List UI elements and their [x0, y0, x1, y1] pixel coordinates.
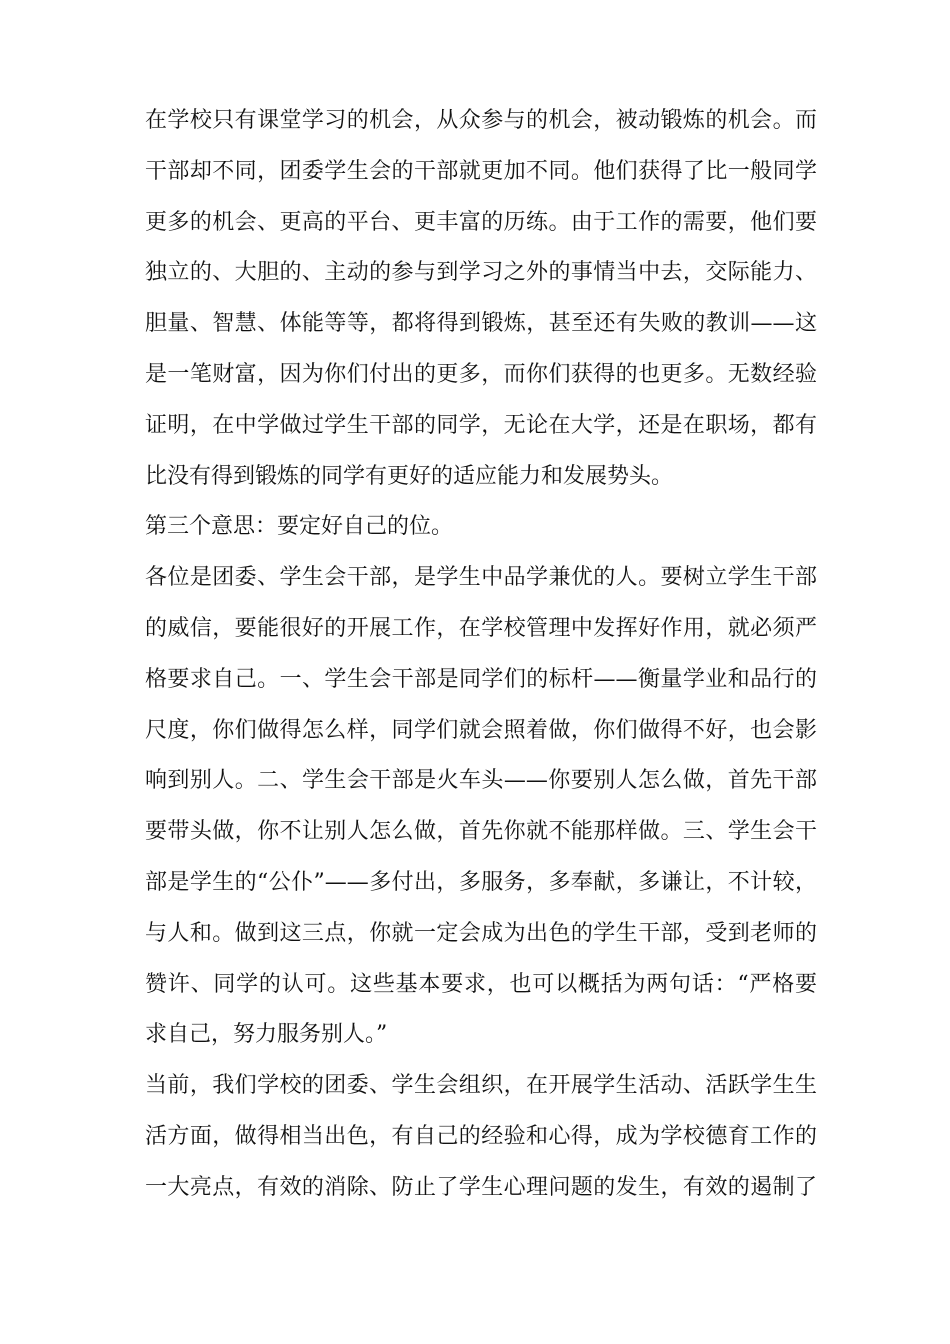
- text-line: 部是学生的“公仆”——多付出，多服务，多奉献，多谦让，不计较，: [145, 869, 817, 895]
- text-line: 是一笔财富，因为你们付出的更多，而你们获得的也更多。无数经验: [145, 361, 817, 387]
- text-line: 活方面，做得相当出色，有自己的经验和心得，成为学校德育工作的: [145, 1123, 817, 1149]
- text-line: 当前，我们学校的团委、学生会组织，在开展学生活动、活跃学生生: [145, 1073, 817, 1099]
- document-body: [145, 96, 817, 1214]
- text-line: 胆量、智慧、体能等等，都将得到锻炼，甚至还有失败的教训——这: [145, 311, 817, 337]
- text-line: 与人和。做到这三点，你就一定会成为出色的学生干部，受到老师的: [145, 920, 817, 946]
- text-line: 比没有得到锻炼的同学有更好的适应能力和发展势头。: [145, 463, 674, 489]
- text-line: 格要求自己。一、学生会干部是同学们的标杆——衡量学业和品行的: [145, 666, 817, 692]
- text-line: 第三个意思：要定好自己的位。: [145, 514, 454, 540]
- text-line: 干部却不同，团委学生会的干部就更加不同。他们获得了比一般同学: [145, 158, 817, 184]
- text-line: 一大亮点，有效的消除、防止了学生心理问题的发生，有效的遏制了: [145, 1174, 817, 1200]
- text-line: 证明，在中学做过学生干部的同学，无论在大学，还是在职场，都有: [145, 412, 817, 438]
- text-line: 独立的、大胆的、主动的参与到学习之外的事情当中去，交际能力、: [145, 260, 817, 286]
- text-line: 赞许、同学的认可。这些基本要求，也可以概括为两句话：“严格要: [145, 971, 817, 997]
- text-line: 要带头做，你不让别人怎么做，首先你就不能那样做。三、学生会干: [145, 819, 817, 845]
- text-line: 更多的机会、更高的平台、更丰富的历练。由于工作的需要，他们要: [145, 209, 817, 235]
- text-line: 各位是团委、学生会干部，是学生中品学兼优的人。要树立学生干部: [145, 565, 817, 591]
- text-line: 的威信，要能很好的开展工作，在学校管理中发挥好作用，就必须严: [145, 615, 817, 641]
- text-line: 在学校只有课堂学习的机会，从众参与的机会，被动锻炼的机会。而: [145, 108, 817, 133]
- text-line: 尺度，你们做得怎么样，同学们就会照着做，你们做得不好，也会影: [145, 717, 817, 743]
- text-line: 响到别人。二、学生会干部是火车头——你要别人怎么做，首先干部: [145, 768, 817, 794]
- text-line: 求自己，努力服务别人。”: [145, 1022, 388, 1048]
